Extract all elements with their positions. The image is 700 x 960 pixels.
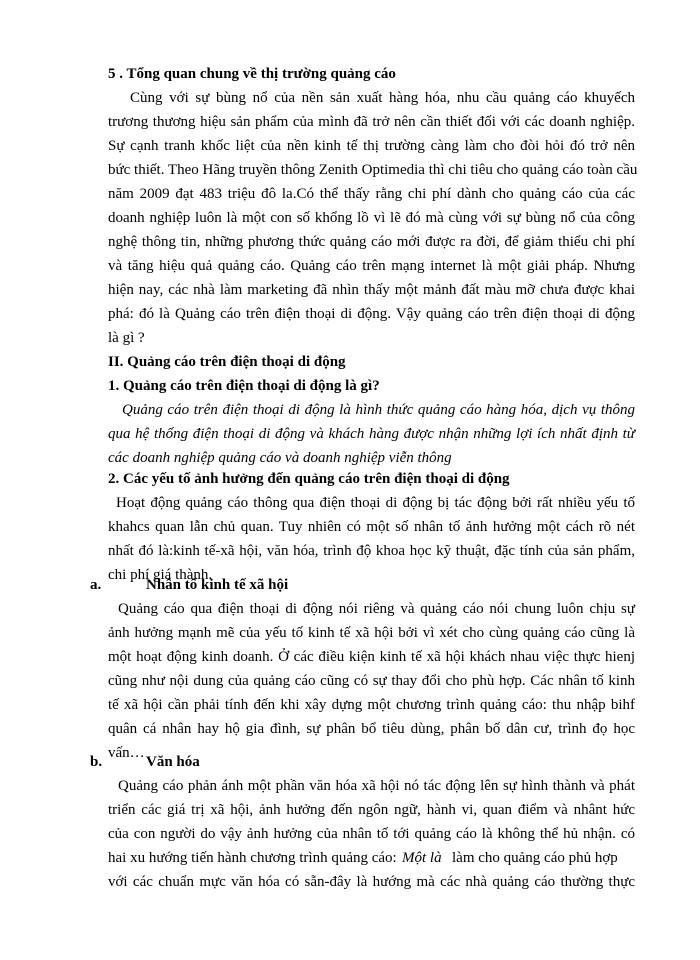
definition-line: các doanh nghiệp quảng cáo và doanh nghiệp viễn thông — [108, 450, 452, 466]
paragraph-line: là gì ? — [108, 330, 145, 346]
paragraph-line: ảnh hưởng mạnh mẽ của yếu tố kinh tế xã hội bởi vì xét cho cùng quảng cáo cũng là — [108, 625, 635, 641]
section-5-heading: 5 . Tổng quan chung về thị trường quảng cáo — [108, 66, 396, 82]
paragraph-line: phá: đó là Quảng cáo trên điện thoại di động. Vậy quảng cáo trên điện thoại di động — [108, 306, 635, 322]
paragraph-line: hiện nay, các nhà làm marketing đã nhìn thấy một mảnh đất màu mỡ chưa được khai — [108, 282, 635, 298]
paragraph-line: cũng như nội dung của quảng cáo cũng có sự thay đổi cho phù hợp. Các nhân tố kinh — [108, 673, 635, 689]
paragraph-line: làm cho quảng cáo phủ hợp — [452, 850, 618, 866]
factor-b-title: Văn hóa — [146, 754, 200, 770]
paragraph-line: với các chuẩn mực văn hóa có sẵn-đây là hướng mà các nhà quảng cáo thường thực — [108, 874, 635, 890]
paragraph-line: hai xu hướng tiến hành chương trình quảng cáo: — [108, 850, 397, 866]
definition-line: qua hệ thống điện thoại di động và khách hàng được nhận những lợi ích nhất định từ — [108, 426, 635, 442]
paragraph-line: một hoạt động kinh doanh. Ở các điều kiện kinh tế xã hội khách nhau việc thực hienj — [108, 649, 635, 665]
paragraph-line: năm 2009 đạt 483 triệu đô la.Có thể thấy rằng chi phí dành cho quảng cáo của các — [108, 186, 635, 202]
subsection-2-heading: 2. Các yếu tố ảnh hưởng đến quảng cáo trên điện thoại di động — [108, 471, 510, 487]
factor-a-marker: a. — [90, 577, 102, 593]
emphasis-one-is: Một là — [402, 850, 442, 866]
paragraph-line: Hoạt động quảng cáo thông qua điện thoại di động bị tác động bởi rất nhiều yếu tố — [116, 495, 635, 511]
paragraph-line: vấn… — [108, 745, 145, 761]
paragraph-line: Quảng cáo qua điện thoại di động nói riêng và quảng cáo nói chung luôn chịu sự — [118, 601, 635, 617]
paragraph-line: chi phí giá thành. — [108, 567, 213, 583]
paragraph-line: bức thiết. Theo Hãng truyền thông Zenith Optimedia thì chi tiêu cho quảng cáo toàn cầu — [108, 162, 638, 178]
paragraph-line: Quảng cáo phản ánh một phần văn hóa xã hội nó tác động lên sự hình thành và phát — [118, 778, 635, 794]
paragraph-line: tế xã hội cần phải tính đến khi xây dựng một chương trình quảng cáo: thu nhập bihf — [108, 697, 635, 713]
paragraph-line: nghệ thông tin, những phương thức quảng cáo mới được ra đời, để giảm thiểu chi phí — [108, 234, 635, 250]
factor-a-title: Nhân tố kinh tế xã hội — [146, 577, 289, 593]
factor-b-marker: b. — [90, 754, 103, 770]
paragraph-line: và tăng hiệu quả quảng cáo. Quảng cáo trên mạng internet là một giải pháp. Nhưng — [108, 258, 635, 274]
part-ii-heading: II. Quảng cáo trên điện thoại di động — [108, 354, 346, 370]
subsection-1-heading: 1. Quảng cáo trên điện thoại di động là gì? — [108, 378, 380, 394]
paragraph-line: Cùng với sự bùng nổ của nền sản xuất hàng hóa, nhu cầu quảng cáo khuyếch — [130, 90, 635, 106]
paragraph-line: nhất đó là:kinh tế-xã hội, văn hóa, trình độ khoa học kỹ thuật, đặc tính của sản phẩm, — [108, 543, 635, 559]
paragraph-line: Sự cạnh tranh khốc liệt của nền kinh tế thị trường càng làm cho đòi hỏi đó trở nên — [108, 138, 635, 154]
paragraph-line: trương thương hiệu sản phẩm của mình đã trở nên cần thiết đối với các doanh nghiệp. — [108, 114, 635, 130]
paragraph-line: triển các giá trị xã hội, ảnh hưởng đến ngôn ngữ, hành vi, quan điểm và nhânt hức — [108, 802, 635, 818]
paragraph-line: quân cá nhân hay hộ gia đình, sự phân bổ tiêu dùng, phân bố dân cư, trình đọ học — [108, 721, 635, 737]
paragraph-line: của con người do vậy ảnh hưởng của nhân tố tới quảng cáo là không thể hủ nhận. có — [108, 826, 635, 842]
paragraph-line: doanh nghiệp luôn là một con số khổng lồ vì lẽ đó mà cùng với sự bùng nổ của công — [108, 210, 635, 226]
paragraph-line: khahcs quan lẫn chủ quan. Tuy nhiên có một số nhân tố ảnh hưởng một cách rõ nét — [108, 519, 635, 535]
definition-line: Quảng cáo trên điện thoại di động là hình thức quảng cáo hàng hóa, dịch vụ thông — [122, 402, 635, 418]
